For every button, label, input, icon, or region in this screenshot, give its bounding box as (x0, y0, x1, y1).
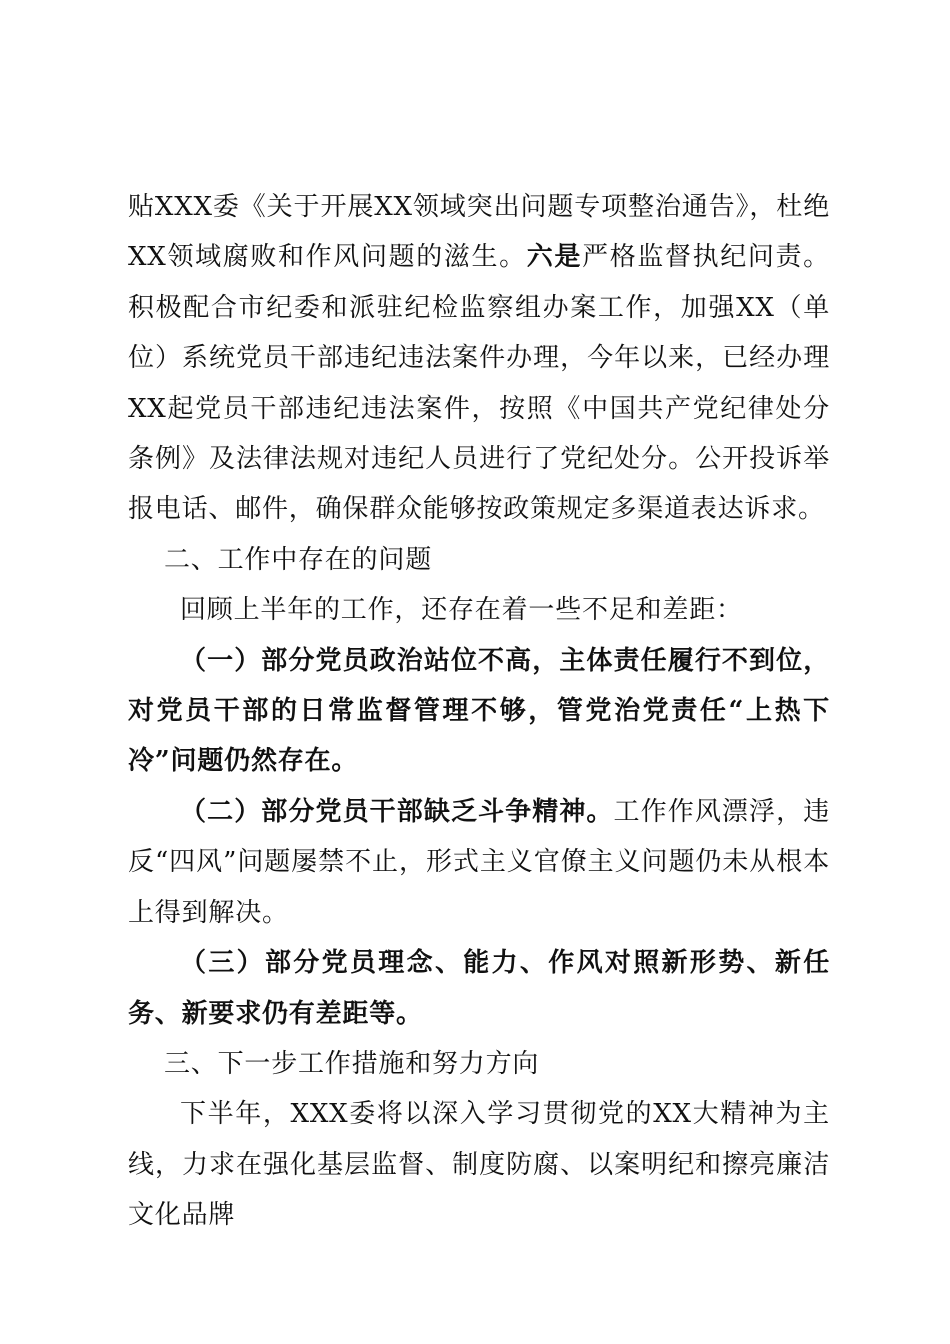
paragraph-text: 严格监督执纪问责。积极配合市纪委和派驻纪检监察组办案工作，加强XX（单位）系统党员干部违纪违法案件办理，今年以来，已经办理XX起党员干部违纪违法案件，按照《中国共产党纪律处分条例》及法律法规对违纪人员进行了党纪处分。公开投诉举报电话、邮件，确保群众能够按政策规定多渠道表达诉求。 (128, 242, 830, 525)
problem-item-3: （三）部分党员理念、能力、作风对照新形势、新任务、新要求仍有差距等。 (128, 948, 830, 1029)
paragraph-review: 回顾上半年的工作，还存在着一些不足和差距： (180, 595, 743, 626)
paragraph-supervision (128, 182, 830, 535)
section-heading-next-steps: 三、下一步工作措施和努力方向 (164, 1048, 540, 1079)
problem-item-1: （一）部分党员政治站位不高，主体责任履行不到位，对党员干部的日常监督管理不够，管党治党责任“上热下冷”问题仍然存在。 (128, 645, 830, 777)
paragraph-text: 贴XXX委《关于开展XX领域突出问题专项整治通告》，杜绝XX领域腐败和作风问题的滋生。 (128, 192, 830, 273)
problem-item-2-text: 工作作风漂浮，违反“四风”问题屡禁不止，形式主义官僚主义问题仍未从根本上得到解决。 (128, 796, 830, 928)
section-heading-problems: 二、工作中存在的问题 (164, 544, 433, 575)
document-body (128, 182, 830, 1241)
problem-item-2 (128, 787, 830, 938)
paragraph-next-half: 下半年，XXX委将以深入学习贯彻党的XX大精神为主线，力求在强化基层监督、制度防腐、以案明纪和擦亮廉洁文化品牌 (128, 1099, 830, 1231)
paragraph-bold-lead: 六是 (526, 242, 583, 273)
problem-item-2-title: （二）部分党员干部缺乏斗争精神。 (180, 796, 614, 827)
